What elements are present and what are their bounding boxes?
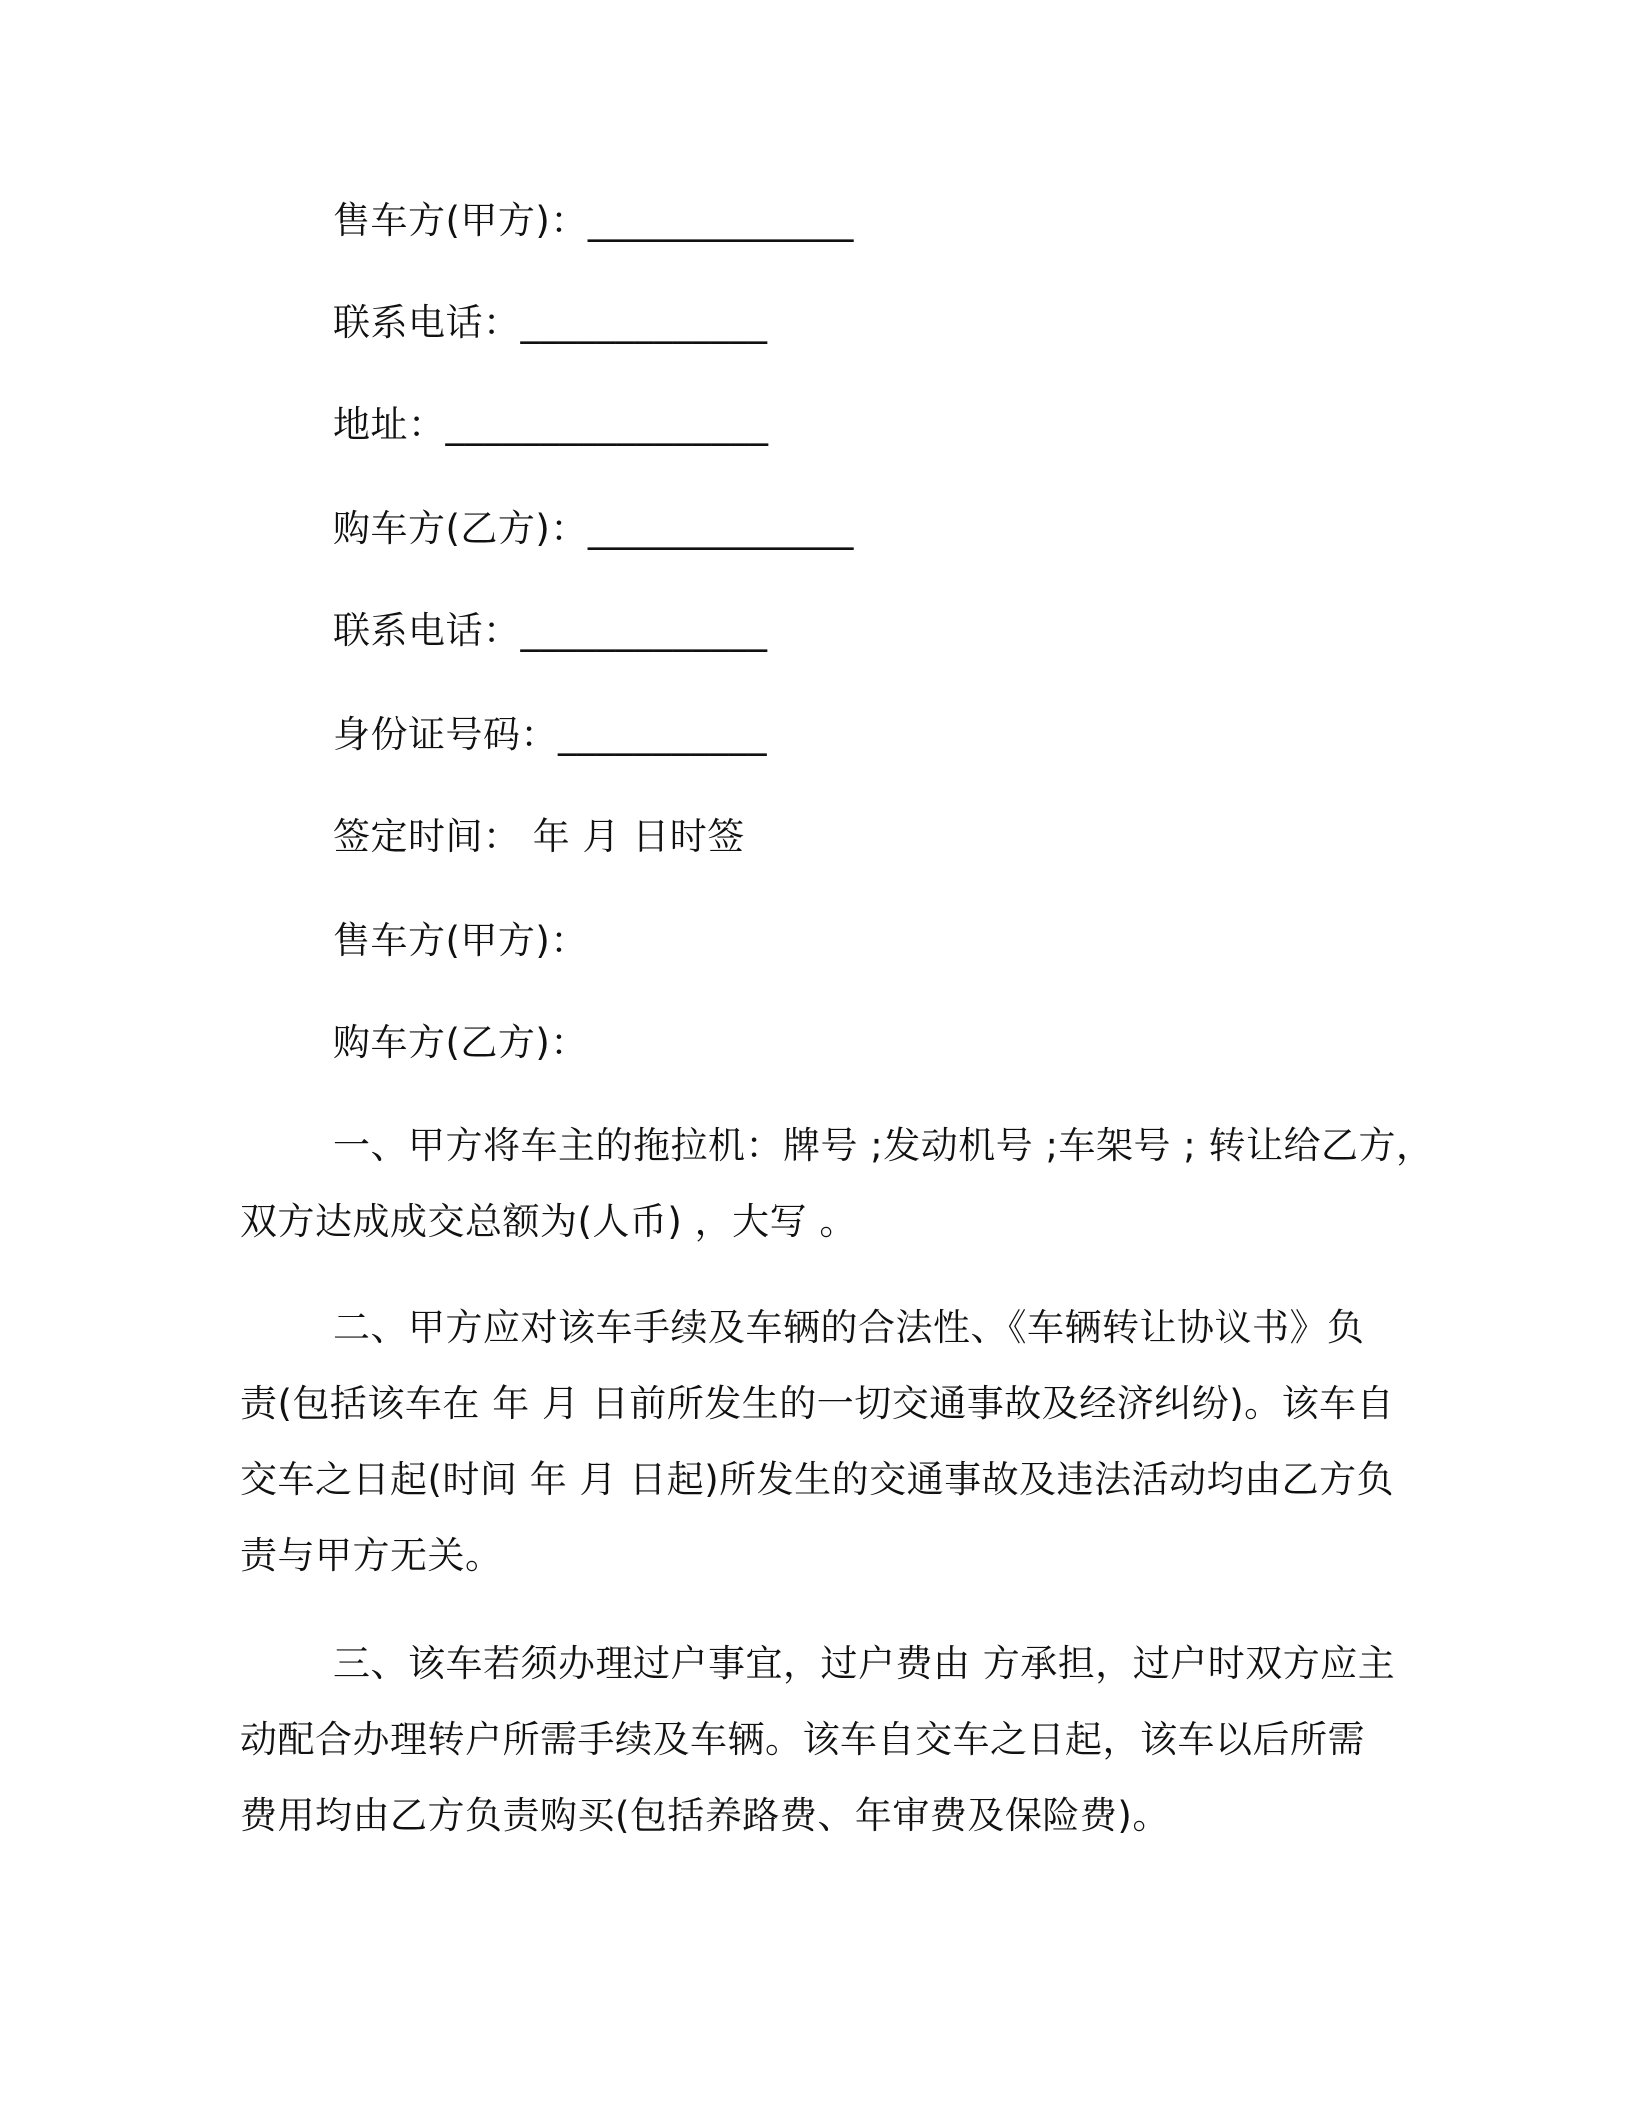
signing-date-field	[333, 812, 745, 862]
clause-2-line-1: 二、甲方应对该车手续及车辆的合法性、《车辆转让协议书》负	[333, 1306, 1365, 1349]
address-blank: _________________	[445, 403, 769, 446]
signing-date-label: 签定时间：	[333, 815, 521, 858]
clause-2-line-3: 交车之日起(时间 年 月 日起)所发生的交通事故及违法活动均由乙方负	[240, 1458, 1395, 1501]
seller-phone-field	[333, 298, 768, 348]
seller-name-blank: ______________	[587, 199, 854, 242]
buyer-name-blank: ______________	[587, 507, 854, 550]
clause-2-line-2: 责(包括该车在 年 月 日前所发生的一切交通事故及经济纠纷)。该车自	[240, 1382, 1395, 1425]
address-label: 地址：	[333, 403, 446, 446]
buyer-signature-field	[333, 1018, 588, 1068]
buyer-phone-label: 联系电话：	[333, 609, 521, 652]
clause-1	[240, 1108, 1434, 1260]
clause-3-line-1: 三、该车若须办理过户事宜，过户费由 方承担，过户时双方应主	[333, 1642, 1396, 1685]
id-number-field	[333, 710, 767, 760]
buyer-phone-field	[333, 606, 768, 656]
clause-2	[240, 1290, 1395, 1594]
clause-2-line-4: 责与甲方无关。	[240, 1534, 503, 1577]
seller-name-label: 售车方(甲方)：	[333, 199, 588, 242]
address-field	[333, 400, 769, 450]
seller-phone-blank: _____________	[520, 301, 768, 344]
buyer-phone-blank: _____________	[520, 609, 768, 652]
seller-signature-label: 售车方(甲方)：	[333, 919, 588, 962]
buyer-signature-label: 购车方(乙方)：	[333, 1021, 588, 1064]
seller-signature-field	[333, 916, 588, 966]
buyer-name-field	[333, 504, 854, 554]
clause-1-line-2: 双方达成成交总额为(人币) ，大写 。	[240, 1200, 857, 1243]
buyer-name-label: 购车方(乙方)：	[333, 507, 588, 550]
id-number-blank: ___________	[558, 713, 767, 756]
clause-3-line-2: 动配合办理转户所需手续及车辆。该车自交车之日起，该车以后所需	[240, 1718, 1365, 1761]
clause-3	[240, 1626, 1396, 1854]
seller-phone-label: 联系电话：	[333, 301, 521, 344]
clause-3-line-3: 费用均由乙方负责购买(包括养路费、年审费及保险费)。	[240, 1794, 1170, 1837]
clause-1-line-1: 一、甲方将车主的拖拉机：牌号 ;发动机号 ;车架号 ; 转让给乙方，	[333, 1124, 1434, 1167]
seller-name-field	[333, 196, 854, 246]
signing-date-value: 年 月 日时签	[520, 815, 745, 858]
id-number-label: 身份证号码：	[333, 713, 558, 756]
